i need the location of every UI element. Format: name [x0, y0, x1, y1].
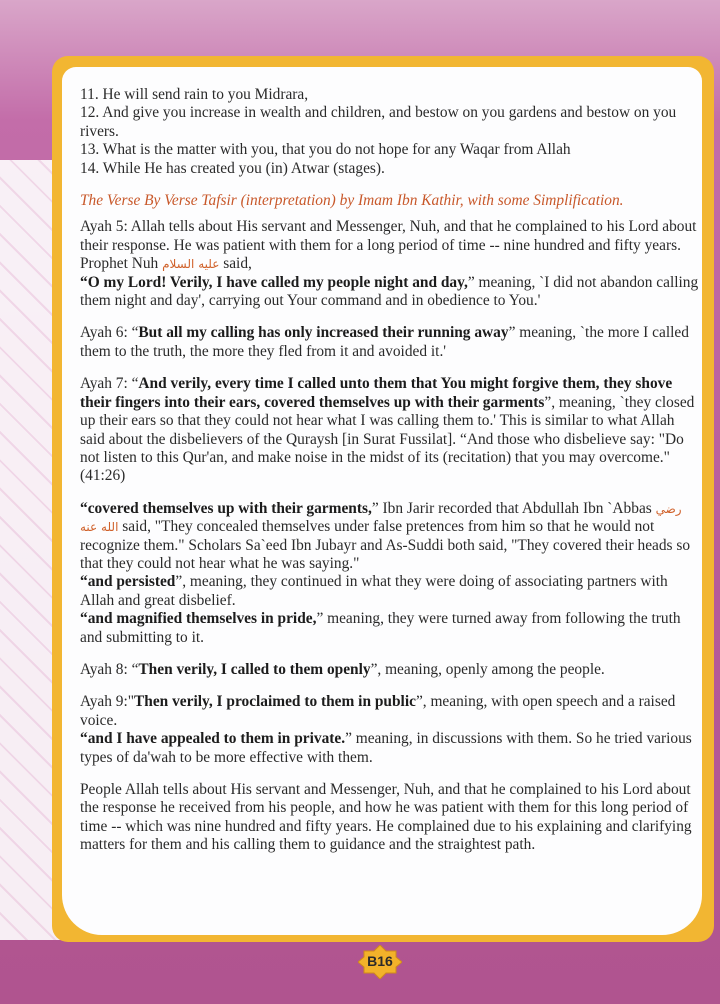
ayah-5-paragraph	[80, 218, 700, 310]
text: ” meaning, they were turned away from following the truth and submitting to it.	[80, 610, 681, 646]
quote: “and persisted	[80, 573, 176, 591]
quote: Then verily, I proclaimed to them in public	[134, 693, 416, 711]
text: said,	[219, 255, 252, 273]
closing-paragraph: People Allah tells about His servant and Messenger, Nuh, and that he complained to his Lord about the response he received from his people, and how he was patient with them for this long period of time -- which was nine hundred and fifty years. He complained due to his explaining and clarifying matters for them and his calling them to guidance and the straightest path.	[80, 781, 692, 854]
text: ”, meaning, openly among the people.	[370, 660, 605, 678]
text: Ayah 7: “	[80, 375, 139, 393]
arabic-honorific: رضي الله عنه	[80, 501, 682, 535]
text: ” Ibn Jarir recorded that Abdullah Ibn `Abbas	[371, 499, 656, 517]
text: ” meaning, `the more I called them to the truth, the more they fled from it and avoided it.'	[80, 324, 689, 360]
text: ”, meaning, with open speech and a raised voice.	[80, 693, 676, 729]
ayah-8-paragraph	[80, 661, 700, 679]
quote: “and I have appealed to them in private.	[80, 730, 346, 748]
text: ” meaning, in discussions with them. So he tried various types of da'wah to be more effective with them.	[80, 730, 692, 766]
text: Ayah 6: “	[80, 324, 139, 342]
page-text	[80, 86, 700, 855]
quote: And verily, every time I called unto them that You might forgive them, they shove their fingers into their ears, covered themselves up with their garments	[80, 375, 673, 411]
text: said, "They concealed themselves under false pretences from him so that he would not recognize them." Scholars Sa`eed Ibn Jubayr and As-Suddi both said, "They covered their heads so that they could not hear what he was saying."	[80, 518, 691, 572]
covered-paragraph	[80, 500, 700, 647]
text: Ayah 5: Allah tells about His servant and Messenger, Nuh, and that he complained to his Lord about their response. He was patient with them for a long period of time -- nine hundred and fifty years. Prophet Nuh	[80, 218, 697, 273]
ayah-6-paragraph	[80, 324, 700, 361]
section-heading: The Verse By Verse Tafsir (interpretation) by Imam Ibn Kathir, with some Simplification.	[80, 192, 624, 210]
quote: But all my calling has only increased their running away	[138, 324, 509, 342]
quote: “and magnified themselves in pride,	[80, 610, 317, 628]
ayah-7-paragraph	[80, 375, 700, 485]
verse-item: 13. What is the matter with you, that you do not hope for any Waqar from Allah	[80, 141, 571, 159]
verse-item: 11. He will send rain to you Midrara,	[80, 86, 309, 103]
text: ” meaning, `I did not abandon calling them night and day', carrying out Your command and in obedience to You.'	[80, 273, 699, 310]
verse-item: 14. While He has created you (in) Atwar (stages).	[80, 159, 385, 177]
quote: “O my Lord! Verily, I have called my people night and day,	[80, 273, 468, 291]
arabic-honorific: عليه السلام	[162, 257, 220, 272]
text: ”, meaning, `they closed up their ears so that they could not hear what I was calling them to.' This is similar to what Allah said about the disbelievers of the Quraysh [in Surat Fussilat]. “And those who disbelieve say: "Do not listen to this Qur'an, and make noise in the midst of its (recitation) that you may overcome." (41:26)	[80, 393, 695, 485]
ayah-9-paragraph	[80, 693, 700, 767]
quote: “covered themselves up with their garments,	[80, 499, 372, 517]
text: Ayah 9:"	[80, 693, 135, 711]
page-number: B16	[367, 953, 393, 969]
verse-item: 12. And give you increase in wealth and children, and bestow on you gardens and bestow on you rivers.	[80, 104, 677, 140]
page-number-badge	[358, 945, 402, 979]
verse-list	[80, 86, 700, 178]
text: ”, meaning, they continued in what they were doing of associating partners with Allah and great disbelief.	[80, 573, 668, 609]
quote: Then verily, I called to them openly	[138, 660, 371, 678]
text: Ayah 8: “	[80, 660, 139, 678]
